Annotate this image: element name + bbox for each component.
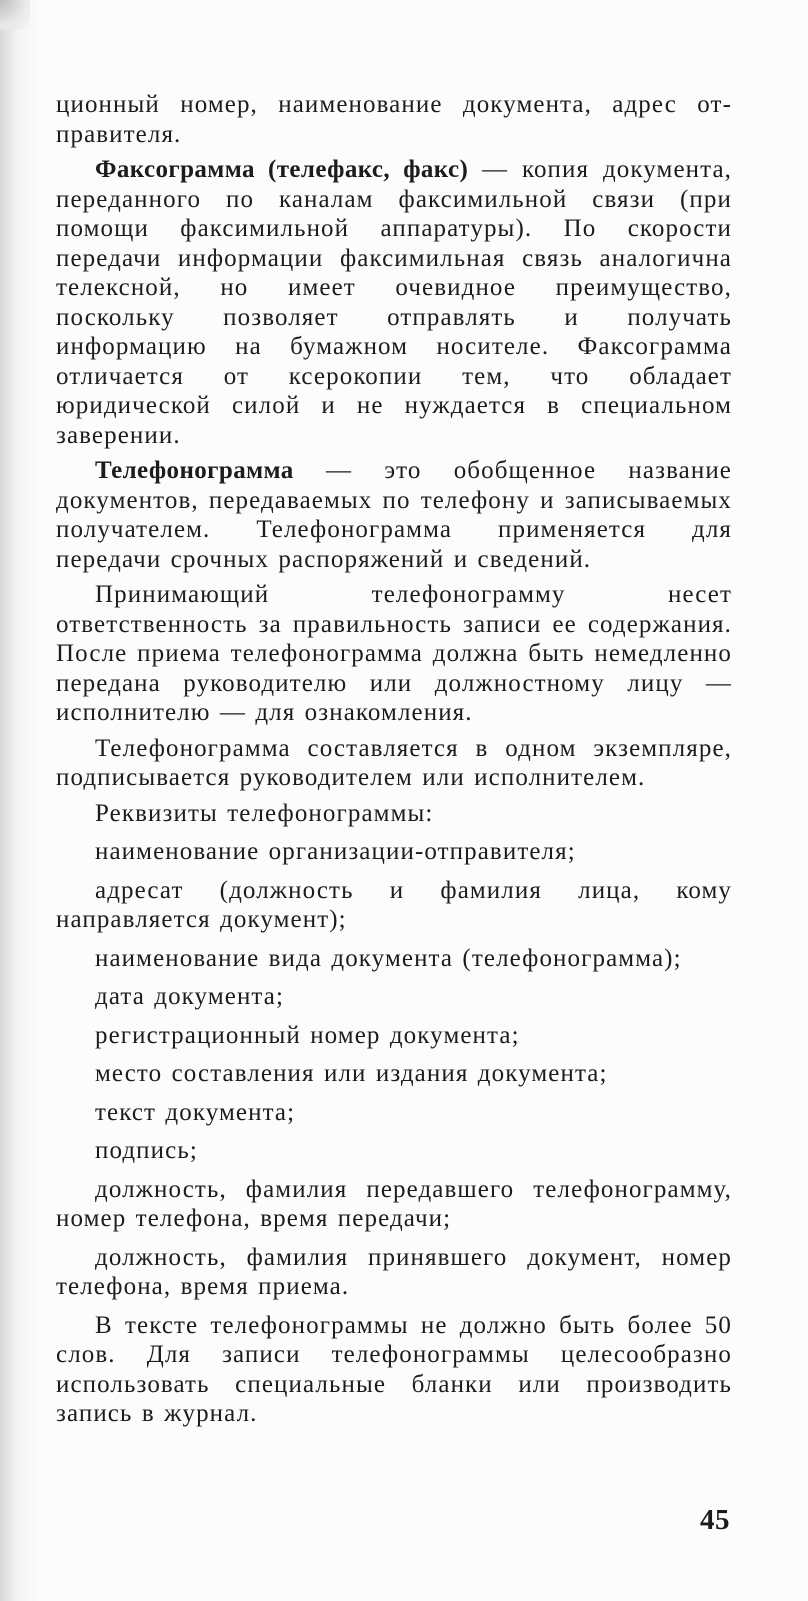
requisite-item: адресат (должность и фамилия лица, кому направляется документ); [56,876,732,933]
requisite-item: регистрационный номер документа; [95,1021,520,1049]
single-copy-paragraph: Телефонограмма составляется в одном экземпляре, подписывается руководителем или исполнителем. [56,734,732,791]
text-column [56,90,732,1435]
page-number: 45 [700,1504,730,1536]
closing-paragraph: В тексте телефонограммы не должно быть более 50 слов. Для записи телефонограммы целесообразно использовать специальные бланки или производить запись в журнал. [56,1311,732,1427]
requisite-item: наименование организации-отправителя; [95,838,576,865]
fax-term: Факсограмма (телефакс, факс) [95,156,469,183]
page-corner-shadow [0,0,30,30]
continuation-paragraph: ционный номер, наименование документа, адрес от-правителя. [56,91,732,148]
requisite-item: должность, фамилия передавшего телефонограмму, номер телефона, время передачи; [56,1175,732,1232]
requisite-item: дата документа; [95,983,284,1010]
telephonogram-definition-text: — это обобщенное название документов, передаваемых по телефону и записываемых получателем. Телефонограмма применяется для передачи срочных распоряжений и сведений. [56,457,732,573]
fax-definition-paragraph [56,155,732,450]
requisite-item: место составления или издания документа; [95,1060,608,1087]
requisite-item: подпись; [95,1137,198,1164]
requisites-heading: Реквизиты телефонограммы: [95,799,434,827]
requisite-item: наименование вида документа (телефонограмма); [95,944,682,972]
responsibility-paragraph: Принимающий телефонограмму несет ответственность за правильность записи ее содержания. После приема телефонограмма должна быть немедленно передана руководителю или должностному лицу — исполнителю — для ознакомления. [56,581,732,726]
fax-definition-text: — копия документа, переданного по каналам факсимильной связи (при помощи факсимильной аппаратуры). По скорости передачи информации факсимильная связь аналогична телексной, но имеет очевидное преимущество, поскольку позволяет отправлять и получать информацию на бумажном носителе. Факсограмма отличается от ксерокопии тем, что обладает юридической силой и не нуждается в специальном заверении. [56,156,732,449]
requisite-item: должность, фамилия принявшего документ, номер телефона, время приема. [56,1243,732,1300]
telephonogram-definition-paragraph [56,456,732,574]
telephonogram-term: Телефонограмма [95,457,294,484]
requisite-item: текст документа; [95,1098,296,1126]
